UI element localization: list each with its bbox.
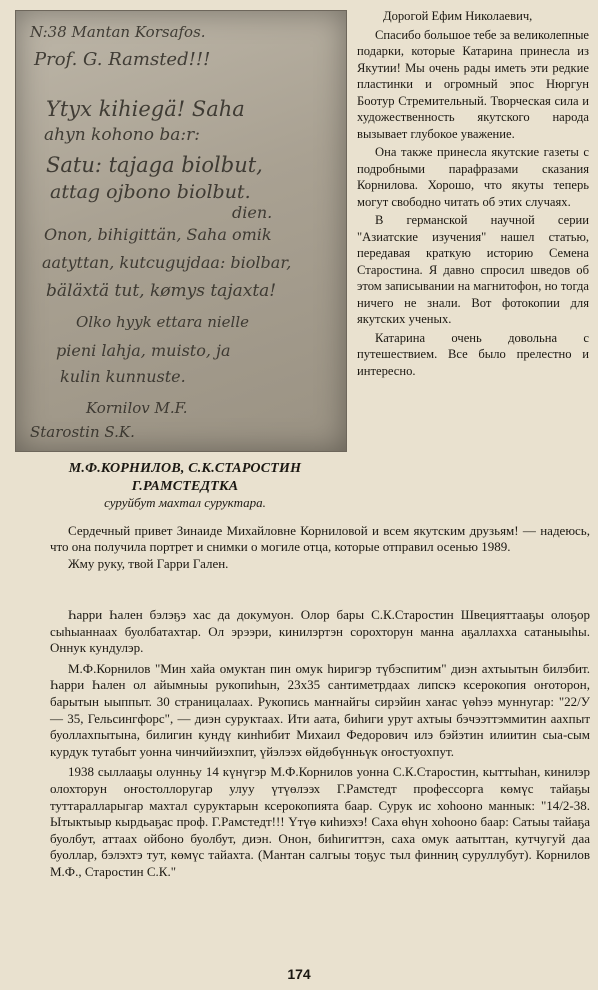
letter-paragraph: Катарина очень довольна с путешествием. Все было прелестно и интересно. — [357, 330, 589, 378]
handwriting-line: kulin kunnuste. — [60, 367, 186, 386]
letter-greeting: Сердечный привет Зинаиде Михайловне Корниловой и всем якутским друзьям! — надеюсь, что она получила портрет и снимки о могиле отца, которые отправил осенью 1989. — [50, 523, 590, 555]
handwriting-line: aatyttan, kutcugujdaa: biolbar, — [42, 253, 292, 272]
handwriting-signature: Starostin S.K. — [30, 423, 135, 441]
caption-recipient: Г.РАМСТЕДТКА — [131, 478, 239, 494]
page-number: 174 — [287, 966, 311, 982]
body-paragraph: Һарри Һален бэлэҕэ хас да докумуон. Олор бары С.К.Старостин Швецияттааҕы олоҕор сыһыаннаах буолбатахтар. Ол эрээри, кинилэртэн сорохторун манна аҕаллахха сатаныыһы. Оннук кундулэр. — [50, 607, 590, 656]
handwritten-letter-photo — [15, 10, 347, 452]
handwriting-line: Onon, bihigittän, Saha omik — [44, 225, 272, 244]
handwriting-line: Olko hyyk ettara nielle — [76, 313, 250, 331]
handwriting-line: ahyn kohono ba:r: — [44, 125, 200, 145]
body-paragraph: М.Ф.Корнилов "Мин хайа омуктан пин омук һиригэр түбэспитим" диэн ахтыытын билэбит. Һарри Һален ол айымныы рукопиһын, 23х35 сантиметрдаах липскэ ксерокопия оҥоторон, барытын ыыппыт. 30 страницалаах. Рукопись маҥнайгы сирэйин хаҥас үөһээ муннугар: "22/У — 35, Гельсингфорс", — диэн суруктаах. Ити аата, биһиги урут ахтыы бэчээттэммитин аахпыт буоллахпытына, билигин кундү кинһибит Михаил Федорович илэ бэйэтин илиитин сыа-сым курдук тутабыт уонна чинчийиэхпит, үйэлээх өйдөбүнньүк оҥостуохпут. — [50, 660, 590, 759]
body-paragraph: 1938 сыллааҕы олунньу 14 күнүгэр М.Ф.Корнилов уонна С.К.Старостин, кыттыһан, кинилэр олохторун оҥостоллоругар улуу үтүөлээх Г.Рамстедт профессорга кɵмүс тайаҕы туттаралларыгар махтал суруктарын ксерокопията баар. Сурук ис хоһооно маннык: "14/2-38. Ытыктыыр кырдьаҕас проф. Г.Рамстедт!!! Үтүө киһиэхэ! Саха өһүн хоһооно баар: Сатыы тайаҕа буолбут, аттаах ойбоно буолбут, диэн. Онон, биһигиттэн, саха омук аатыттан, кутчугуй даа буоллар, бэлэхтэ тут, көмүс тайахта. (Мантан салгыы тоҕус тыл финниң суруллубут). Корнилов М.Ф., Старостин С.К." — [50, 764, 590, 879]
letter-paragraph: В германской научной серии "Азиатские изучения" нашел статью, передавая краткую историю Семена Старостина. Я давно спросил шведов об этом записывании на магнитофон, но тогда ничего не знали. Вот фотокопии для якутских ученых. — [357, 213, 589, 326]
letter-closing: Жму руку, твой Гарри Гален. — [68, 555, 229, 571]
letter-continuation — [50, 523, 590, 572]
handwriting-line: Ytyx kihiegä! Saha — [46, 97, 245, 121]
letter-salutation: Дорогой Ефим Николаевич, — [383, 9, 533, 23]
handwriting-line: Prof. G. Ramsted!!! — [34, 49, 211, 70]
handwriting-signature: Kornilov M.F. — [86, 399, 188, 417]
handwriting-line: attag ojbono biolbut. — [50, 181, 251, 203]
letter-paragraph: Она также принесла якутские газеты с подробными парафразами сказания Корнилова. Хорошо, что якуты теперь могут свободно читать об этих случаях. — [357, 145, 589, 209]
handwriting-line: pieni lahja, muisto, ja — [56, 341, 231, 360]
letter-paragraph: Спасибо большое тебе за великолепные подарки, которые Катарина принесла из Якутии! Мы очень рады иметь эти редкие пластинки и огромный эпос Нюргун Боотур Стремительный. Творческая сила и художественность якутского народа вызывает глубокое уважение. — [357, 27, 589, 141]
handwriting-line: N:38 Mantan Korsafos. — [30, 23, 206, 41]
caption-names: М.Ф.КОРНИЛОВ, С.К.СТАРОСТИН — [68, 461, 302, 476]
handwriting-line: dien. — [232, 203, 273, 222]
handwriting-line: Satu: tajaga biolbut, — [46, 153, 263, 177]
photo-caption — [40, 460, 330, 511]
caption-description: суруйбут махтал суруктара. — [104, 495, 266, 510]
letter-column — [357, 8, 589, 381]
handwriting-line: bäläxtä tut, kømys tajaxta! — [46, 281, 277, 301]
article-body — [50, 607, 590, 885]
